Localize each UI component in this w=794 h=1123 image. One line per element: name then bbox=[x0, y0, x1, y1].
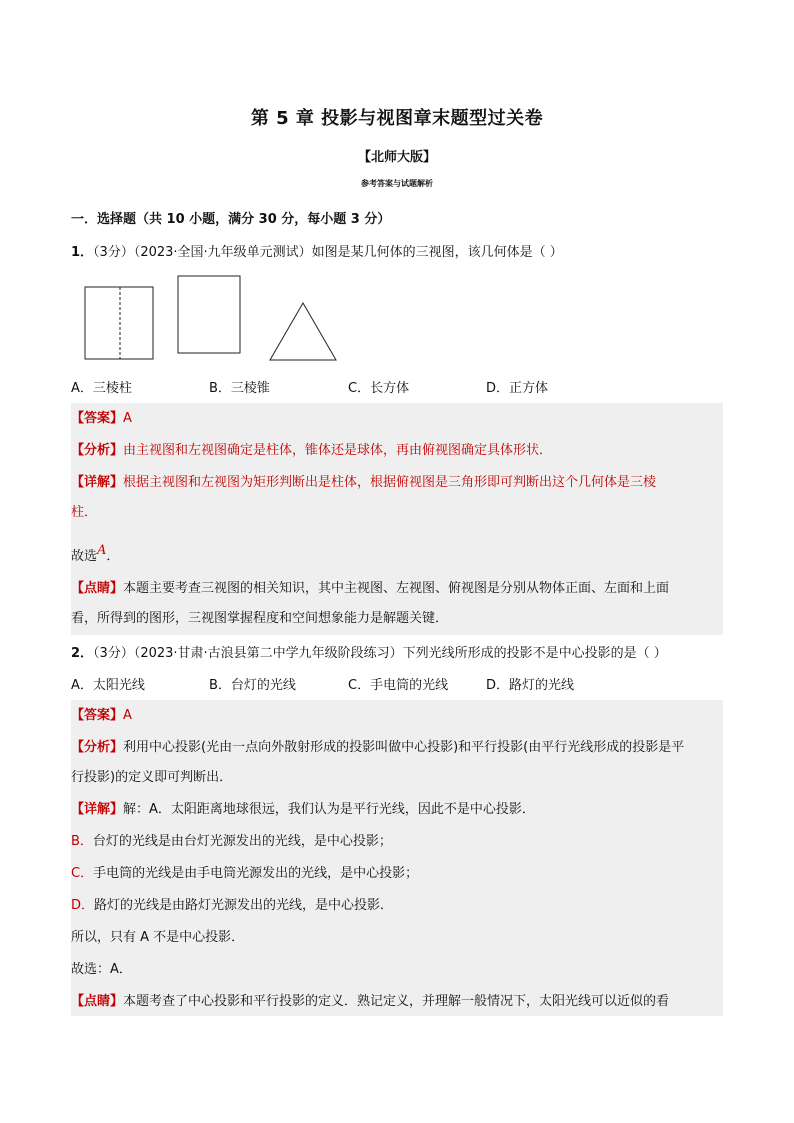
q2-detail-c: C．手电筒的光线是由手电筒光源发出的光线，是中心投影； bbox=[71, 866, 419, 881]
three-view-figure bbox=[84, 274, 354, 366]
side-view-rect bbox=[178, 276, 240, 353]
option-b: B．三棱锥 bbox=[209, 381, 270, 396]
q2-detail-conclusion: 所以，只有 A 不是中心投影． bbox=[71, 930, 245, 945]
q1-comment-cont: 看，所得到的图形，三视图掌握程度和空间想象能力是解题关键． bbox=[71, 611, 449, 626]
option-b: B．台灯的光线 bbox=[209, 678, 296, 693]
question-text: （3分）（2023·甘肃·古浪县第二中学九年级阶段练习）下列光线所形成的投影不是中心投影的是（ ） bbox=[93, 646, 667, 661]
question-number: 1． bbox=[71, 245, 94, 260]
option-d: D．正方体 bbox=[486, 381, 549, 396]
section-heading: 一．选择题（共 10 小题，满分 30 分，每小题 3 分） bbox=[71, 212, 391, 227]
option-c: C．手电筒的光线 bbox=[348, 678, 449, 693]
q1-answer: 【答案】A bbox=[71, 411, 132, 426]
top-view-triangle bbox=[270, 303, 336, 360]
q2-analysis-cont: 行投影)的定义即可判断出． bbox=[71, 770, 233, 785]
question-number: 2． bbox=[71, 646, 94, 661]
option-c: C．长方体 bbox=[348, 381, 410, 396]
q1-detail-cont: 柱． bbox=[71, 505, 98, 520]
q2-detail-b: B．台灯的光线是由台灯光源发出的光线，是中心投影； bbox=[71, 834, 392, 849]
q1-choose: 故选A． bbox=[71, 543, 120, 564]
question-text: （3分）（2023·全国·九年级单元测试）如图是某几何体的三视图，该几何体是（ ） bbox=[93, 245, 563, 260]
q1-solution-panel bbox=[71, 403, 723, 635]
question-2 bbox=[71, 642, 667, 661]
front-view-rect bbox=[85, 287, 153, 359]
q2-choose: 故选：A． bbox=[71, 962, 132, 977]
q1-comment: 【点睛】本题主要考查三视图的相关知识，其中主视图、左视图、俯视图是分别从物体正面、左面和上面 bbox=[71, 581, 670, 596]
option-a: A．三棱柱 bbox=[71, 381, 132, 396]
q1-detail: 【详解】根据主视图和左视图为矩形判断出是柱体，根据俯视图是三角形即可判断出这个几何体是三棱 bbox=[71, 475, 657, 490]
q2-detail-d: D．路灯的光线是由路灯光源发出的光线，是中心投影． bbox=[71, 898, 394, 913]
option-a: A．太阳光线 bbox=[71, 678, 145, 693]
q2-answer: 【答案】A bbox=[71, 708, 132, 723]
q2-analysis: 【分析】利用中心投影(光由一点向外散射形成的投影叫做中心投影)和平行投影(由平行光线形成的投影是平 bbox=[71, 740, 685, 755]
q2-detail: 【详解】解：A．太阳距离地球很远，我们认为是平行光线，因此不是中心投影． bbox=[71, 802, 535, 817]
answer-note: 参考答案与试题解析 bbox=[361, 179, 433, 188]
q1-analysis: 【分析】由主视图和左视图确定是柱体，锥体还是球体，再由俯视图确定具体形状． bbox=[71, 443, 553, 458]
q2-comment: 【点睛】本题考查了中心投影和平行投影的定义．熟记定义，并理解一般情况下，太阳光线可以近似的看 bbox=[71, 994, 670, 1009]
question-1 bbox=[71, 241, 563, 260]
edition-label: 【北师大版】 bbox=[357, 150, 436, 165]
option-d: D．路灯的光线 bbox=[486, 678, 575, 693]
page-title: 第 5 章 投影与视图章末题型过关卷 bbox=[250, 108, 544, 129]
